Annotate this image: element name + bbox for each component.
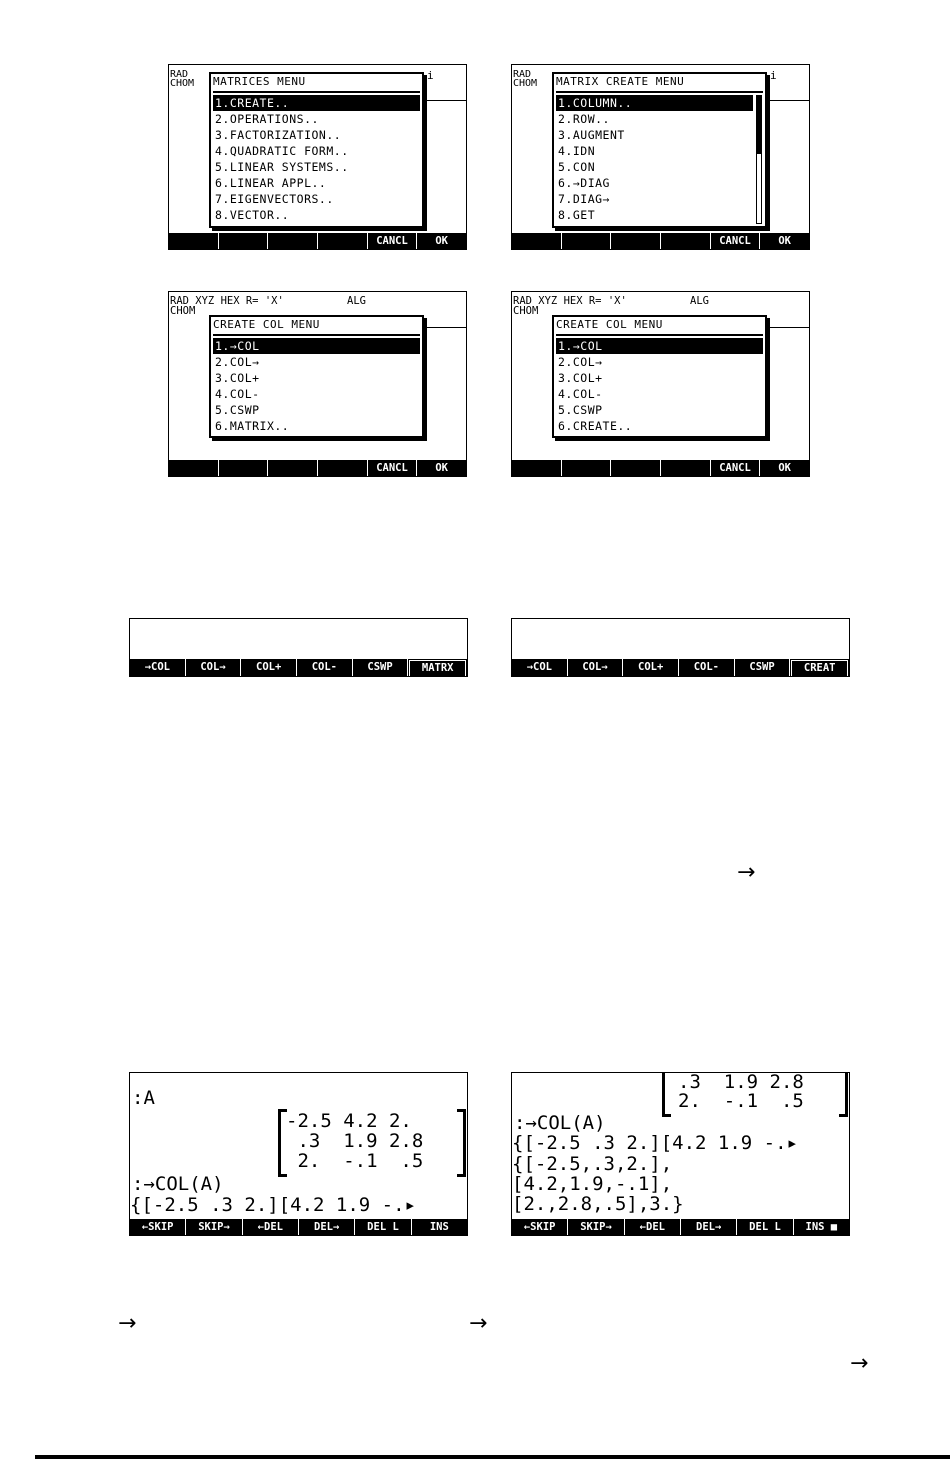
dialog-title: CREATE COL MENU: [556, 318, 663, 331]
softkey-4[interactable]: [318, 233, 368, 249]
menu-item-get[interactable]: 8.GET: [558, 208, 596, 222]
calc-screen-matrix-create-menu: [511, 64, 810, 250]
softkey-4[interactable]: [661, 460, 711, 476]
status-i-mark: i: [770, 69, 778, 82]
softkey-del-left[interactable]: ←DEL: [625, 1219, 681, 1235]
arrow-symbol: →: [737, 860, 756, 885]
softkey-ins[interactable]: INS ■: [805, 1221, 838, 1233]
softkey-bar: [169, 460, 466, 476]
softkey-skip-right[interactable]: SKIP→: [186, 1219, 242, 1235]
softkey-3[interactable]: [611, 233, 661, 249]
menu-item-matrix[interactable]: 6.MATRIX..: [215, 419, 290, 433]
softkey-cswp[interactable]: CSWP: [735, 659, 791, 676]
result-line: {[-2.5 .3 2.][4.2 1.9 -.▸: [512, 1132, 798, 1154]
softkey-1[interactable]: [512, 233, 562, 249]
softkey-skip-left[interactable]: ←SKIP: [130, 1219, 186, 1235]
edit-line-1: {[-2.5,.3,2.],: [512, 1153, 673, 1175]
menu-item-vector[interactable]: 8.VECTOR..: [215, 208, 290, 222]
menu-item-cswp[interactable]: 5.CSWP: [215, 403, 260, 417]
softkey-to-col[interactable]: →COL: [130, 659, 186, 676]
softkey-1[interactable]: [169, 460, 219, 476]
page-footer-rule: [35, 1455, 950, 1459]
softkey-bar: [130, 1219, 467, 1235]
matrix-row-3: 2. -.1 .5: [678, 1090, 804, 1112]
softkey-3[interactable]: [268, 233, 318, 249]
menu-item-linear-systems[interactable]: 5.LINEAR SYSTEMS..: [215, 160, 349, 174]
menu-item-eigenvectors[interactable]: 7.EIGENVECTORS..: [215, 192, 334, 206]
cancel-softkey[interactable]: CANCL: [368, 460, 418, 476]
matrix-left-bracket: [662, 1072, 671, 1117]
matrix-row-2: .3 1.9 2.8: [678, 1072, 804, 1093]
menu-item-create[interactable]: 6.CREATE..: [558, 419, 633, 433]
menu-item-diag-to[interactable]: 7.DIAG→: [558, 192, 610, 206]
choose-dialog: [552, 315, 767, 438]
menu-item-row[interactable]: 2.ROW..: [558, 112, 610, 126]
softkey-4[interactable]: [661, 233, 711, 249]
softkey-cswp[interactable]: CSWP: [353, 659, 409, 676]
menu-item-col-minus[interactable]: 4.COL-: [558, 387, 603, 401]
softkey-bar: [130, 659, 467, 676]
softkey-matrx[interactable]: MATRX: [409, 660, 466, 676]
menu-item-column[interactable]: 1.COLUMN..: [556, 95, 753, 111]
matrix-row-1: -2.5 4.2 2.: [286, 1110, 412, 1132]
ok-softkey[interactable]: OK: [435, 462, 449, 474]
softkey-3[interactable]: [611, 460, 661, 476]
menu-item-operations[interactable]: 2.OPERATIONS..: [215, 112, 319, 126]
calc-screen-create-col-menu-a: [168, 291, 467, 477]
stack-level-a: :A: [132, 1087, 155, 1109]
calc-screen-create-col-menu-b: [511, 291, 810, 477]
status-mode: RAD CHOM: [513, 69, 538, 89]
choose-dialog: [209, 72, 424, 228]
softkey-ins[interactable]: INS: [429, 1221, 449, 1233]
dialog-title: CREATE COL MENU: [213, 318, 320, 331]
cancel-softkey[interactable]: CANCL: [368, 233, 418, 249]
menu-item-col-to[interactable]: 2.COL→: [558, 355, 603, 369]
stack-line: [424, 327, 466, 328]
stack-line: [767, 327, 809, 328]
dialog-divider: [213, 91, 420, 93]
scrollbar-thumb[interactable]: [757, 96, 761, 154]
soft-menu-strip-a: [129, 618, 468, 677]
softkey-creat[interactable]: CREAT: [791, 660, 848, 676]
menu-item-linear-appl[interactable]: 6.LINEAR APPL..: [215, 176, 327, 190]
menu-item-to-diag[interactable]: 6.→DIAG: [558, 176, 610, 190]
dialog-divider: [556, 91, 763, 93]
softkey-2[interactable]: [219, 460, 269, 476]
softkey-bar: [512, 460, 809, 476]
softkey-bar: [512, 233, 809, 249]
menu-item-col-to[interactable]: 2.COL→: [215, 355, 260, 369]
ok-softkey[interactable]: OK: [778, 462, 792, 474]
softkey-del-line[interactable]: DEL L: [355, 1219, 411, 1235]
status-header: RAD XYZ HEX R= 'X' ALG CHOM: [513, 295, 709, 317]
matrix-row-3: 2. -.1 .5: [286, 1150, 424, 1172]
menu-item-idn[interactable]: 4.IDN: [558, 144, 596, 158]
edit-line-3: [2.,2.8,.5],3.}: [512, 1193, 684, 1215]
softkey-del-line[interactable]: DEL L: [737, 1219, 793, 1235]
softkey-col-minus[interactable]: COL-: [297, 659, 353, 676]
menu-item-col-plus[interactable]: 3.COL+: [558, 371, 603, 385]
dialog-title: MATRICES MENU: [213, 75, 306, 88]
edit-line-2: [4.2,1.9,-.1],: [512, 1173, 673, 1195]
menu-item-quadratic-form[interactable]: 4.QUADRATIC FORM..: [215, 144, 349, 158]
softkey-col-plus[interactable]: COL+: [623, 659, 679, 676]
arrow-symbol: →: [850, 1351, 869, 1376]
result-line: {[-2.5 .3 2.][4.2 1.9 -.▸: [130, 1194, 416, 1216]
choose-dialog: [552, 72, 767, 228]
ok-softkey[interactable]: OK: [435, 235, 449, 247]
softkey-skip-left[interactable]: ←SKIP: [512, 1219, 568, 1235]
softkey-2[interactable]: [219, 233, 269, 249]
softkey-4[interactable]: [318, 460, 368, 476]
command-line: :→COL(A): [132, 1173, 224, 1195]
softkey-col-to[interactable]: COL→: [186, 659, 242, 676]
matrix-row-2: .3 1.9 2.8: [286, 1130, 424, 1152]
matrix-right-bracket: [457, 1109, 466, 1177]
soft-menu-strip-b: [511, 618, 850, 677]
softkey-col-plus[interactable]: COL+: [241, 659, 297, 676]
stack-line: [424, 100, 466, 101]
softkey-bar: [169, 233, 466, 249]
status-mode: RAD CHOM: [170, 69, 195, 89]
menu-item-augment[interactable]: 3.AUGMENT: [558, 128, 625, 142]
arrow-symbol: →: [118, 1311, 137, 1336]
calc-stack-screen-b: [511, 1072, 850, 1236]
status-i-mark: i: [427, 69, 435, 82]
softkey-1[interactable]: [169, 233, 219, 249]
softkey-1[interactable]: [512, 460, 562, 476]
menu-item-to-col[interactable]: 1.→COL: [213, 338, 420, 354]
softkey-3[interactable]: [268, 460, 318, 476]
cancel-softkey[interactable]: CANCL: [711, 460, 761, 476]
menu-item-create[interactable]: 1.CREATE..: [213, 95, 420, 111]
softkey-col-minus[interactable]: COL-: [679, 659, 735, 676]
softkey-2[interactable]: [562, 460, 612, 476]
menu-item-cswp[interactable]: 5.CSWP: [558, 403, 603, 417]
menu-item-col-minus[interactable]: 4.COL-: [215, 387, 260, 401]
softkey-bar: [512, 659, 849, 676]
dialog-divider: [213, 334, 420, 336]
calc-stack-screen-a: [129, 1072, 468, 1236]
cancel-softkey[interactable]: CANCL: [711, 233, 761, 249]
status-header: RAD XYZ HEX R= 'X' ALG CHOM: [170, 295, 366, 317]
menu-item-to-col[interactable]: 1.→COL: [556, 338, 763, 354]
menu-item-factorization[interactable]: 3.FACTORIZATION..: [215, 128, 342, 142]
softkey-del-right[interactable]: DEL→: [299, 1219, 355, 1235]
scrollbar[interactable]: [756, 95, 762, 224]
softkey-del-right[interactable]: DEL→: [681, 1219, 737, 1235]
ok-softkey[interactable]: OK: [778, 235, 792, 247]
softkey-del-left[interactable]: ←DEL: [243, 1219, 299, 1235]
softkey-col-to[interactable]: COL→: [568, 659, 624, 676]
softkey-bar: [512, 1219, 849, 1235]
softkey-skip-right[interactable]: SKIP→: [568, 1219, 624, 1235]
dialog-divider: [556, 334, 763, 336]
calc-screen-matrices-menu: [168, 64, 467, 250]
menu-item-col-plus[interactable]: 3.COL+: [215, 371, 260, 385]
dialog-title: MATRIX CREATE MENU: [556, 75, 685, 88]
arrow-symbol: →: [469, 1311, 488, 1336]
softkey-to-col[interactable]: →COL: [512, 659, 568, 676]
command-line: :→COL(A): [514, 1112, 606, 1134]
matrix-right-bracket: [839, 1072, 848, 1117]
softkey-2[interactable]: [562, 233, 612, 249]
stack-line: [767, 100, 809, 101]
choose-dialog: [209, 315, 424, 438]
menu-item-con[interactable]: 5.CON: [558, 160, 596, 174]
